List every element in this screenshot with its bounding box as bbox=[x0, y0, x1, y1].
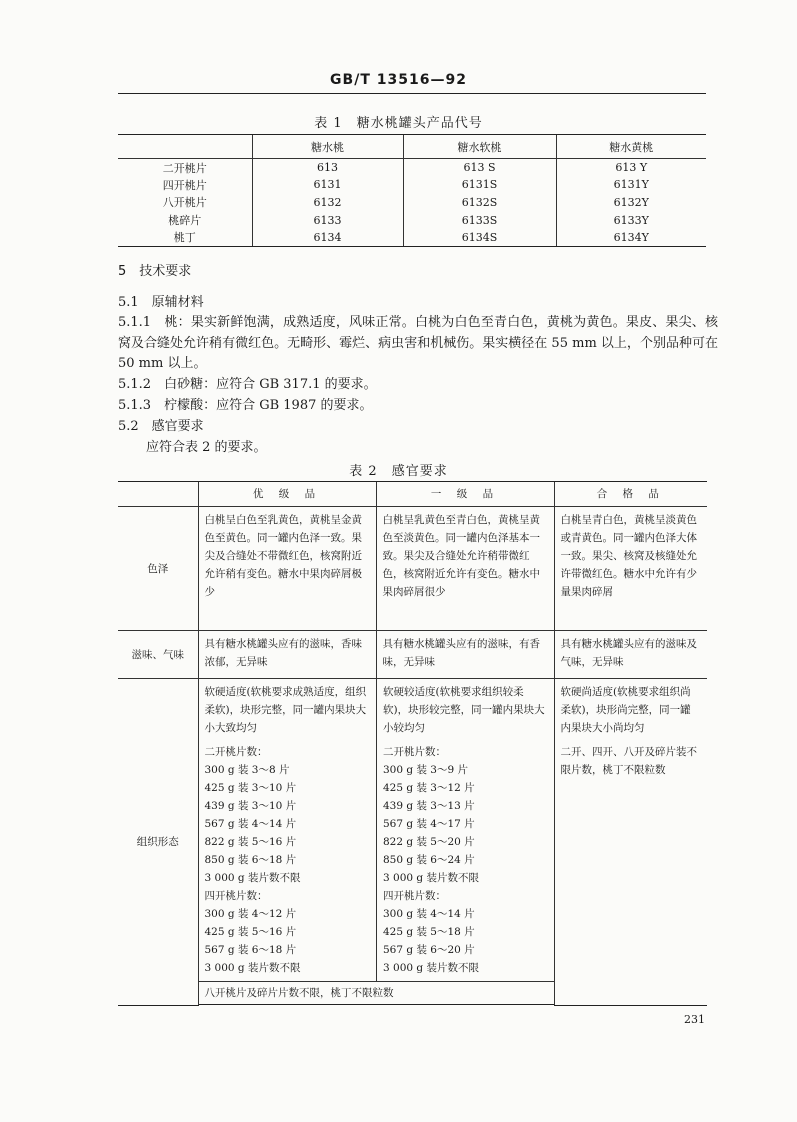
list-item: 567 g 装 6～18 片 bbox=[204, 944, 297, 956]
table1-cell: 6132 bbox=[252, 194, 403, 212]
table2-header-qualified: 合 格 品 bbox=[554, 482, 707, 507]
form-qualified-note: 二开、四开、八开及碎片装不限片数，桃丁不限粒数 bbox=[560, 746, 697, 776]
list-item: 300 g 装 3～8 片 bbox=[204, 764, 290, 776]
table2-sensory-requirements bbox=[118, 481, 707, 1006]
list-item: 425 g 装 3～10 片 bbox=[204, 782, 297, 794]
color-qualified: 白桃呈青白色，黄桃呈淡黄色或青黄色。同一罐内色泽大体一致。果尖、核窝及核缝处允许带微红色。糖水中允许有少量果肉碎屑 bbox=[554, 507, 707, 631]
row-label-taste: 滋味、气味 bbox=[118, 631, 198, 679]
color-premium: 白桃呈白色至乳黄色，黄桃呈金黄色至黄色。同一罐内色泽一致。果尖及合缝处不带微红色，核窝附近允许稍有变色。糖水中果肉碎屑极少 bbox=[198, 507, 376, 631]
form-shared-note: 八开桃片及碎片片数不限，桃丁不限粒数 bbox=[199, 981, 554, 1005]
table1-cell: 6133S bbox=[403, 211, 556, 229]
table1-cell: 桃丁 bbox=[118, 229, 252, 247]
table-row bbox=[118, 176, 706, 194]
list-item: 439 g 装 3～10 片 bbox=[204, 800, 297, 812]
table1-product-codes bbox=[118, 134, 706, 247]
table1-header-cell: 糖水黄桃 bbox=[556, 135, 706, 159]
list-item: 567 g 装 6～20 片 bbox=[383, 944, 475, 956]
section-5-1-2-paragraph: 5.1.2 白砂糖：应符合 GB 317.1 的要求。 bbox=[118, 377, 377, 392]
table1-header-cell: 糖水软桃 bbox=[403, 135, 556, 159]
table2-header-row bbox=[118, 482, 707, 507]
list-item: 850 g 装 6～24 片 bbox=[383, 854, 475, 866]
list-item: 822 g 装 5～16 片 bbox=[204, 836, 297, 848]
list-item: 425 g 装 5～18 片 bbox=[383, 926, 475, 938]
table1-cell: 6134Y bbox=[556, 229, 706, 247]
table1-cell: 6131Y bbox=[556, 176, 706, 194]
list-item: 300 g 装 4～12 片 bbox=[204, 908, 297, 920]
table2-header-first: 一 级 品 bbox=[376, 482, 554, 507]
standard-number: GB/T 13516—92 bbox=[330, 72, 467, 88]
table1-cell: 桃碎片 bbox=[168, 214, 202, 228]
page-number: 231 bbox=[684, 1013, 705, 1026]
form-first-text: 软硬较适度(软桃要求组织较柔软)，块形较完整，同一罐内果块大小较均匀 bbox=[383, 686, 545, 734]
table-row bbox=[118, 229, 706, 247]
table1-cell: 八开桃片 bbox=[162, 196, 207, 210]
section-5-title: 5 技术要求 bbox=[118, 264, 192, 279]
table1-cell: 6131 bbox=[252, 176, 403, 194]
table1-cell: 6134S bbox=[403, 229, 556, 247]
row-label-form: 组织形态 bbox=[118, 679, 198, 1006]
list-item: 3 000 g 装片数不限 bbox=[383, 872, 479, 884]
table1-cell: 6133 bbox=[252, 211, 403, 229]
list-item: 二开桃片数： bbox=[204, 746, 268, 758]
list-item: 二开桃片数： bbox=[383, 746, 446, 758]
table1-cell: 四开桃片 bbox=[162, 178, 207, 192]
list-item: 300 g 装 4～14 片 bbox=[383, 908, 475, 920]
table2-header-cell bbox=[118, 482, 198, 507]
list-item: 567 g 装 4～17 片 bbox=[383, 818, 475, 830]
table1-header-cell bbox=[118, 135, 252, 159]
section-5-1-1-paragraph: 5.1.1 桃：果实新鲜饱满，成熟适度，风味正常。白桃为白色至青白色，黄桃为黄色。果皮、果尖、核窝及合缝处允许稍有微红色。无畸形、霉烂、病虫害和机械伤。果实横径在 55 mm 以上，个别品种可在 50 mm 以上。 bbox=[118, 315, 718, 371]
row-label-color: 色泽 bbox=[118, 507, 198, 631]
table-row bbox=[118, 211, 706, 229]
table-row bbox=[118, 159, 706, 177]
table1-cell: 613 Y bbox=[556, 159, 706, 177]
section-5-1-heading: 5.1 原辅材料 bbox=[118, 295, 204, 310]
list-item: 3 000 g 装片数不限 bbox=[204, 872, 301, 884]
taste-qualified: 具有糖水桃罐头应有的滋味及气味，无异味 bbox=[554, 631, 707, 679]
list-item: 300 g 装 3～9 片 bbox=[383, 764, 468, 776]
form-columns bbox=[199, 679, 554, 981]
taste-premium: 具有糖水桃罐头应有的滋味，香味浓郁，无异味 bbox=[198, 631, 376, 679]
table-row bbox=[118, 679, 707, 1006]
color-first: 白桃呈乳黄色至青白色，黄桃呈黄色至淡黄色。同一罐内色泽基本一致。果尖及合缝处允许稍带微红色，核窝附近允许有变色。糖水中果肉碎屑很少 bbox=[376, 507, 554, 631]
list-item: 四开桃片数： bbox=[204, 890, 268, 902]
form-premium bbox=[199, 679, 377, 981]
table-row bbox=[118, 194, 706, 212]
table1-cell: 6133Y bbox=[556, 211, 706, 229]
table1-cell: 613 bbox=[252, 159, 403, 177]
taste-first: 具有糖水桃罐头应有的滋味，有香味，无异味 bbox=[376, 631, 554, 679]
header-rule bbox=[118, 93, 706, 94]
list-item: 3 000 g 装片数不限 bbox=[383, 962, 479, 974]
table1-cell: 二开桃片 bbox=[162, 161, 207, 175]
list-item: 425 g 装 5～16 片 bbox=[204, 926, 297, 938]
list-item: 四开桃片数： bbox=[383, 890, 446, 902]
table1-header-row bbox=[118, 135, 706, 159]
list-item: 3 000 g 装片数不限 bbox=[204, 962, 301, 974]
form-qualified-text: 软硬尚适度(软桃要求组织尚柔软)，块形尚完整，同一罐内果块大小尚均匀 bbox=[560, 686, 691, 734]
table2-header-premium: 优 级 品 bbox=[198, 482, 376, 507]
section-5-2-heading: 5.2 感官要求 bbox=[118, 419, 204, 434]
table1-cell: 6132S bbox=[403, 194, 556, 212]
table1-cell: 6134 bbox=[252, 229, 403, 247]
table-row bbox=[118, 507, 707, 631]
table-row bbox=[118, 631, 707, 679]
table1-cell: 6131S bbox=[403, 176, 556, 194]
table1-cell: 613 S bbox=[403, 159, 556, 177]
list-item: 850 g 装 6～18 片 bbox=[204, 854, 297, 866]
form-premium-first-cell bbox=[198, 679, 554, 1006]
section-5-1-3-paragraph: 5.1.3 柠檬酸：应符合 GB 1987 的要求。 bbox=[118, 398, 373, 413]
section-5-2-text: 应符合表 2 的要求。 bbox=[146, 440, 267, 455]
table2-caption: 表 2 感官要求 bbox=[349, 464, 448, 479]
form-first bbox=[376, 679, 554, 981]
form-premium-text: 软硬适度(软桃要求成熟适度，组织柔软)，块形完整，同一罐内果块大小大致均匀 bbox=[204, 686, 367, 734]
list-item: 439 g 装 3～13 片 bbox=[383, 800, 475, 812]
table1-caption: 表 1 糖水桃罐头产品代号 bbox=[314, 116, 483, 131]
table1-header-cell: 糖水桃 bbox=[252, 135, 403, 159]
list-item: 822 g 装 5～20 片 bbox=[383, 836, 475, 848]
list-item: 567 g 装 4～14 片 bbox=[204, 818, 297, 830]
table1-cell: 6132Y bbox=[556, 194, 706, 212]
form-qualified bbox=[554, 679, 707, 1006]
list-item: 425 g 装 3～12 片 bbox=[383, 782, 475, 794]
